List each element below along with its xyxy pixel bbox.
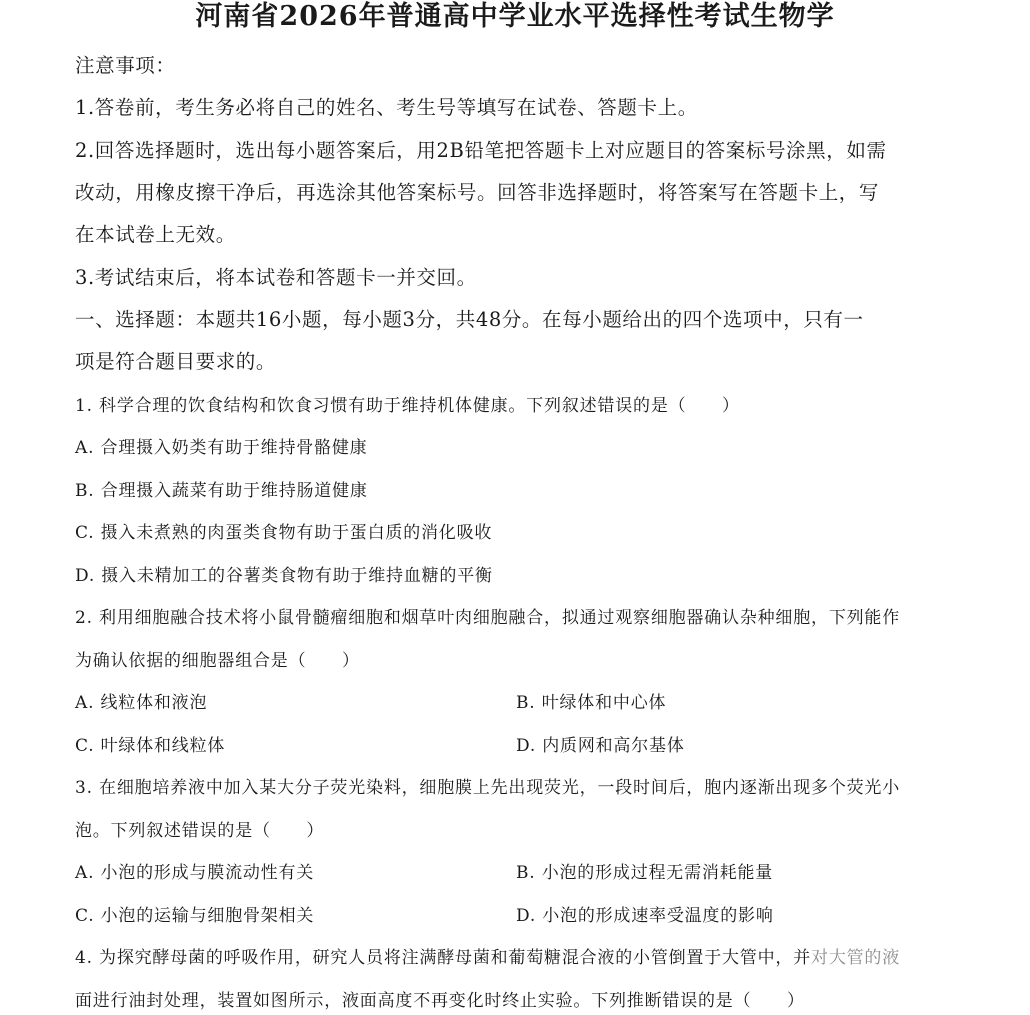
notice-item-2-line-3: 在本试卷上无效。	[75, 223, 236, 246]
question-4-stem-line-1	[75, 943, 900, 968]
question-3-option-d: D. 小泡的形成速率受温度的影响	[516, 906, 774, 926]
question-3-option-b: B. 小泡的形成过程无需消耗能量	[516, 863, 774, 883]
notice-item-1: 1.答卷前，考生务必将自己的姓名、考生号等填写在试卷、答题卡上。	[75, 96, 698, 119]
notice-item-3: 3.考试结束后，将本试卷和答题卡一并交回。	[75, 266, 477, 289]
notice-item-2-line-2: 改动，用橡皮擦干净后，再选涂其他答案标号。回答非选择题时，将答案写在答题卡上，写	[75, 181, 880, 204]
question-2-option-b: B. 叶绿体和中心体	[516, 693, 667, 713]
question-2-option-a: A. 线粒体和液泡	[75, 693, 208, 713]
question-3-option-c: C. 小泡的运输与细胞骨架相关	[75, 906, 315, 926]
question-1-stem: 1. 科学合理的饮食结构和饮食习惯有助于维持机体健康。下列叙述错误的是（ ）	[75, 396, 740, 416]
exam-title: 河南省2026年普通高中学业水平选择性考试生物学	[195, 1, 835, 32]
question-2-option-c: C. 叶绿体和线粒体	[75, 736, 226, 756]
notice-item-2-line-1: 2.回答选择题时，选出每小题答案后，用2B铅笔把答题卡上对应题目的答案标号涂黑，如需	[75, 139, 887, 162]
section-1-instructions-line-2: 项是符合题目要求的。	[75, 350, 277, 373]
question-1-option-b: B. 合理摄入蔬菜有助于维持肠道健康	[75, 481, 368, 501]
question-2-stem-line-1: 2. 利用细胞融合技术将小鼠骨髓瘤细胞和烟草叶肉细胞融合，拟通过观察细胞器确认杂种细胞，下列能作	[75, 608, 901, 628]
question-4-stem-text: 4. 为探究酵母菌的呼吸作用，研究人员将注满酵母菌和葡萄糖混合液的小管倒置于大管中，并	[75, 948, 812, 968]
question-1-option-a: A. 合理摄入奶类有助于维持骨骼健康	[75, 438, 368, 458]
section-1-instructions-line-1: 一、选择题：本题共16小题，每小题3分，共48分。在每小题给出的四个选项中，只有一	[75, 308, 864, 331]
question-2-stem-line-2: 为确认依据的细胞器组合是（ ）	[75, 651, 360, 671]
question-3-stem-line-1: 3. 在细胞培养液中加入某大分子荧光染料，细胞膜上先出现荧光，一段时间后，胞内逐渐出现多个荧光小	[75, 778, 901, 798]
question-1-option-c: C. 摄入未煮熟的肉蛋类食物有助于蛋白质的消化吸收	[75, 523, 493, 543]
question-2-option-d: D. 内质网和高尔基体	[516, 736, 685, 756]
question-4-stem-faded-text: 对大管的液	[811, 948, 901, 968]
question-3-option-a: A. 小泡的形成与膜流动性有关	[75, 863, 315, 883]
notice-heading: 注意事项：	[75, 54, 176, 77]
question-3-stem-line-2: 泡。下列叙述错误的是（ ）	[75, 821, 325, 841]
question-4-stem-line-2: 面进行油封处理，装置如图所示，液面高度不再变化时终止实验。下列推断错误的是（ ）	[75, 991, 805, 1011]
question-1-option-d: D. 摄入未精加工的谷薯类食物有助于维持血糖的平衡	[75, 566, 493, 586]
